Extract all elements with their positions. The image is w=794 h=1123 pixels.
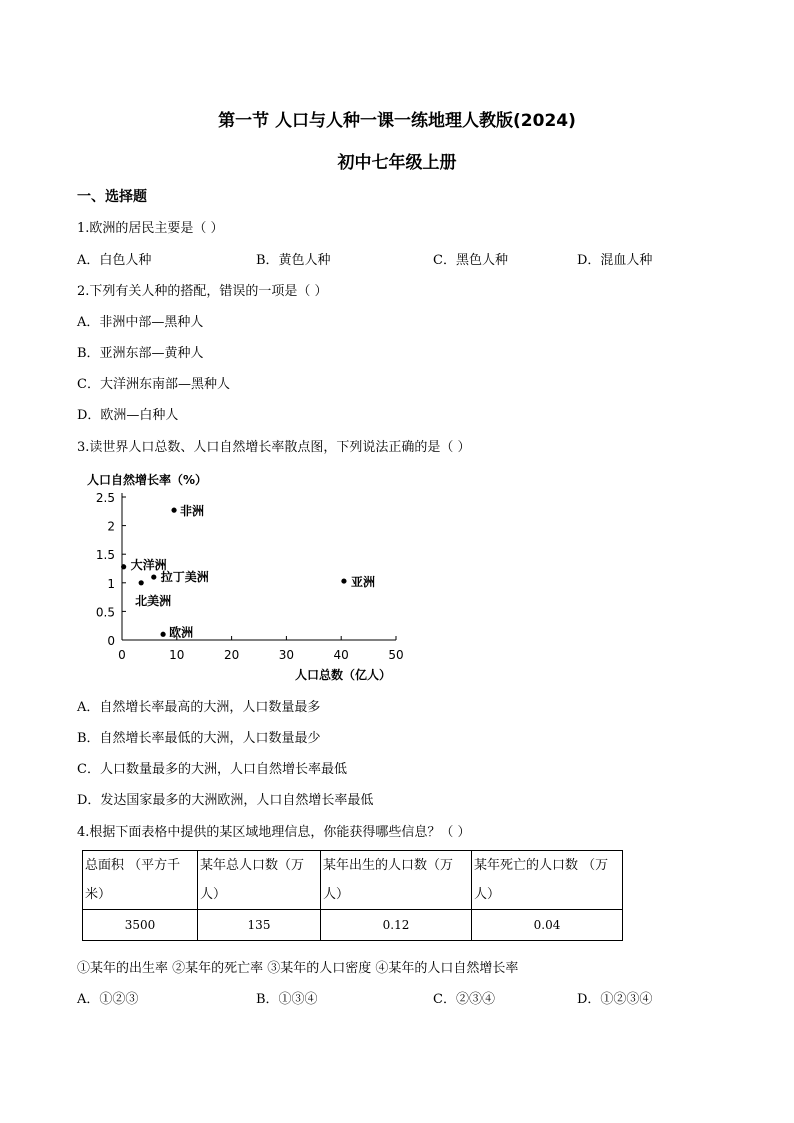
y-tick-label: 1.5: [95, 548, 115, 563]
x-tick-label: 20: [223, 648, 240, 662]
question-4-stem: 4.根据下面表格中提供的某区域地理信息，你能获得哪些信息？（ ）: [77, 825, 471, 840]
question-3-option-c[interactable]: C．人口数量最多的大洲，人口自然增长率最低: [77, 762, 347, 777]
question-2-option-d[interactable]: D．欧洲—白种人: [77, 408, 179, 423]
x-tick-label: 0: [118, 648, 126, 662]
point-label: 大洋洲: [130, 557, 167, 572]
point-label: 欧洲: [169, 625, 194, 640]
question-4-option-d[interactable]: D．①②③④: [577, 992, 653, 1007]
scatter-point: [161, 632, 166, 637]
x-axis-label: 人口总数（亿人）: [295, 668, 392, 682]
question-3-stem: 3.读世界人口总数、人口自然增长率散点图，下列说法正确的是（ ）: [77, 440, 471, 455]
table-header-row: [83, 851, 623, 910]
question-1-stem: 1.欧洲的居民主要是（ ）: [77, 221, 224, 236]
table-header-cell: 某年总人口数（万 人）: [198, 851, 321, 910]
question-1-option-b[interactable]: B．黄色人种: [256, 253, 331, 268]
scatter-point: [139, 580, 144, 585]
table-header-cell: 总面积 （平方千 米）: [83, 851, 198, 910]
scatter-point: [151, 574, 156, 579]
question-4-option-a[interactable]: A．①②③: [77, 992, 139, 1007]
region-info-table: [82, 850, 623, 941]
question-4-statements: ①某年的出生率 ②某年的死亡率 ③某年的人口密度 ④某年的人口自然增长率: [77, 961, 519, 976]
table-header-cell: 某年死亡的人口数 （万 人）: [472, 851, 623, 910]
point-label: 拉丁美洲: [160, 570, 209, 585]
question-1-option-c[interactable]: C．黑色人种: [433, 253, 508, 268]
y-tick-label: 0: [107, 634, 115, 648]
table-header-cell: 某年出生的人口数（万 人）: [321, 851, 472, 910]
y-tick-label: 0.5: [95, 605, 115, 620]
question-2-option-c[interactable]: C．大洋洲东南部—黑种人: [77, 377, 230, 392]
table-row: [83, 910, 623, 941]
y-tick-label: 1: [107, 576, 115, 591]
scatter-point: [341, 578, 346, 583]
y-axis-label: 人口自然增长率（%）: [87, 473, 208, 487]
table-cell: 135: [198, 910, 321, 941]
document-title: 第一节 人口与人种一课一练地理人教版(2024): [218, 111, 576, 131]
x-tick-label: 50: [388, 648, 404, 662]
scatter-point: [121, 564, 126, 569]
question-4-option-c[interactable]: C．②③④: [433, 992, 495, 1007]
x-tick-label: 30: [278, 648, 295, 662]
table-cell: 0.04: [472, 910, 623, 941]
document-subtitle: 初中七年级上册: [337, 153, 457, 173]
point-label: 亚洲: [350, 575, 375, 590]
y-tick-label: 2.5: [95, 491, 115, 505]
y-tick-label: 2: [107, 519, 115, 534]
x-tick-label: 10: [169, 648, 185, 662]
question-3-option-d[interactable]: D．发达国家最多的大洲欧洲，人口自然增长率最低: [77, 793, 374, 808]
table-cell: 0.12: [321, 910, 472, 941]
point-label: 北美洲: [135, 593, 172, 608]
table-cell: 3500: [83, 910, 198, 941]
question-1-option-a[interactable]: A．白色人种: [77, 253, 152, 268]
section-heading: 一、选择题: [77, 189, 147, 205]
question-2-option-a[interactable]: A．非洲中部—黑种人: [77, 315, 204, 330]
scatter-point: [171, 508, 176, 513]
question-2-stem: 2.下列有关人种的搭配，错误的一项是（ ）: [77, 284, 328, 299]
point-label: 非洲: [180, 504, 205, 519]
question-3-option-b[interactable]: B．自然增长率最低的大洲，人口数量最少: [77, 731, 321, 746]
x-tick-label: 40: [333, 648, 349, 662]
question-4-option-b[interactable]: B．①③④: [256, 992, 318, 1007]
question-1-option-d[interactable]: D．混血人种: [577, 253, 653, 268]
question-3-option-a[interactable]: A．自然增长率最高的大洲，人口数量最多: [77, 700, 321, 715]
question-2-option-b[interactable]: B．亚洲东部—黄种人: [77, 346, 204, 361]
